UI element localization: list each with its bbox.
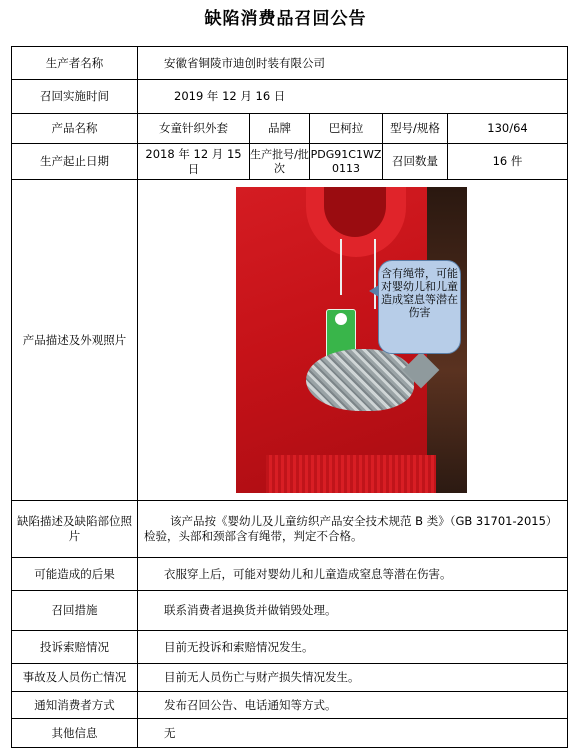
batch-label: 生产批号/批次 [250, 144, 310, 180]
defect-value: 该产品按《婴幼儿及儿童纺织产品安全技术规范 B 类》（GB 31701-2015）检验，头部和颈部含有绳带，判定不合格。 [138, 501, 568, 558]
batch-value: PDG91C1WZ0113 [310, 144, 383, 180]
defect-label: 缺陷描述及缺陷部位照片 [12, 501, 138, 558]
row-manufacturer [12, 47, 568, 80]
page-title: 缺陷消费品召回公告 [204, 9, 367, 29]
consequence-value: 衣服穿上后，可能对婴幼儿和儿童造成窒息等潜在伤害。 [138, 558, 568, 591]
annotation-callout: 含有绳带，可能对婴幼儿和儿童造成窒息等潜在伤害 [378, 260, 461, 354]
quantity-label: 召回数量 [383, 144, 448, 180]
measures-value: 联系消费者退换货并做销毁处理。 [138, 591, 568, 631]
production-date-value: 2018 年 12 月 15 日 [138, 144, 250, 180]
row-notify [12, 692, 568, 719]
row-product [12, 114, 568, 144]
recall-date-value: 2019 年 12 月 16 日 [138, 80, 568, 114]
whale-applique [306, 349, 414, 411]
complaints-label: 投诉索赔情况 [12, 631, 138, 664]
ribbed-hem [266, 455, 436, 493]
other-label: 其他信息 [12, 719, 138, 748]
quantity-value: 16 件 [448, 144, 568, 180]
row-complaints [12, 631, 568, 664]
row-defect [12, 501, 568, 558]
drawstring-right [374, 239, 376, 309]
recall-date-label: 召回实施时间 [12, 80, 138, 114]
product-photo [236, 187, 467, 493]
notify-value: 发布召回公告、电话通知等方式。 [138, 692, 568, 719]
row-consequence [12, 558, 568, 591]
photo-label: 产品描述及外观照片 [12, 180, 138, 501]
model-label: 型号/规格 [383, 114, 448, 144]
manufacturer-value: 安徽省铜陵市迪创时装有限公司 [138, 47, 568, 80]
product-name-value: 女童针织外套 [138, 114, 250, 144]
accidents-label: 事故及人员伤亡情况 [12, 664, 138, 692]
brand-value: 巴柯拉 [310, 114, 383, 144]
brand-label: 品牌 [250, 114, 310, 144]
row-production [12, 144, 568, 180]
measures-label: 召回措施 [12, 591, 138, 631]
row-measures [12, 591, 568, 631]
row-accidents [12, 664, 568, 692]
manufacturer-label: 生产者名称 [12, 47, 138, 80]
product-name-label: 产品名称 [12, 114, 138, 144]
complaints-value: 目前无投诉和索赔情况发生。 [138, 631, 568, 664]
model-value: 130/64 [448, 114, 568, 144]
photo-cell [138, 180, 568, 501]
other-value: 无 [138, 719, 568, 748]
drawstring-left [340, 239, 342, 295]
row-recall-date [12, 80, 568, 114]
accidents-value: 目前无人员伤亡与财产损失情况发生。 [138, 664, 568, 692]
hang-tag-logo [335, 313, 347, 325]
production-date-label: 生产起止日期 [12, 144, 138, 180]
row-photo [12, 180, 568, 501]
consequence-label: 可能造成的后果 [12, 558, 138, 591]
notify-label: 通知消费者方式 [12, 692, 138, 719]
recall-notice-table [11, 46, 568, 748]
row-other [12, 719, 568, 748]
